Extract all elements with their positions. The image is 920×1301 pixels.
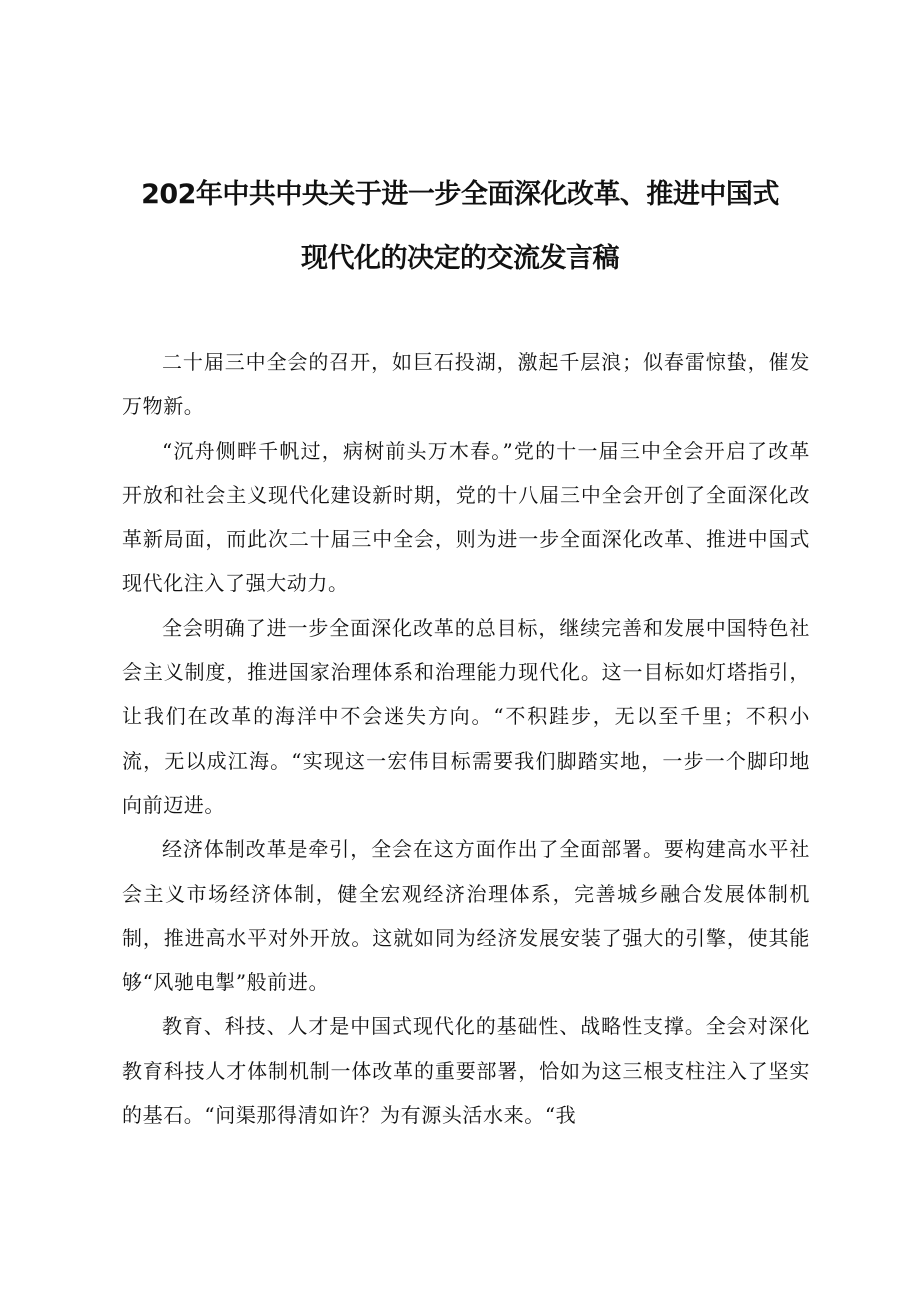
paragraph-2: “沉舟侧畔千帆过，病树前头万木春。”党的十一届三中全会开启了改革开放和社会主义现代化建设新时期，党的十八届三中全会开创了全面深化改革新局面，而此次二十届三中全会，则为进一步全面深化改革、推进中国式现代化注入了强大动力。	[122, 438, 810, 596]
paragraph-3: 全会明确了进一步全面深化改革的总目标，继续完善和发展中国特色社会主义制度，推进国家治理体系和治理能力现代化。这一目标如灯塔指引，让我们在改革的海洋中不会迷失方向。“不积跬步，无以至千里；不积小流，无以成江海。“实现这一宏伟目标需要我们脚踏实地，一步一个脚印地向前迈进。	[122, 615, 810, 817]
document-body	[122, 340, 810, 1137]
paragraph-5: 教育、科技、人才是中国式现代化的基础性、战略性支撑。全会对深化教育科技人才体制机制一体改革的重要部署，恰如为这三根支柱注入了坚实的基石。“问渠那得清如许？为有源头活水来。“我	[122, 1014, 810, 1128]
paragraph-1: 二十届三中全会的召开，如巨石投湖，激起千层浪；似春雷惊蛰，催发万物新。	[122, 350, 810, 419]
document-title-line-2: 现代化的决定的交流发言稿	[301, 243, 619, 274]
paragraph-4: 经济体制改革是牵引，全会在这方面作出了全面部署。要构建高水平社会主义市场经济体制，健全宏观经济治理体系，完善城乡融合发展体制机制，推进高水平对外开放。这就如同为经济发展安装了强大的引擎，使其能够“风驰电掣”般前进。	[122, 837, 810, 995]
document-title-line-1: 202年中共中央关于进一步全面深化改革、推进中国式	[141, 179, 779, 210]
